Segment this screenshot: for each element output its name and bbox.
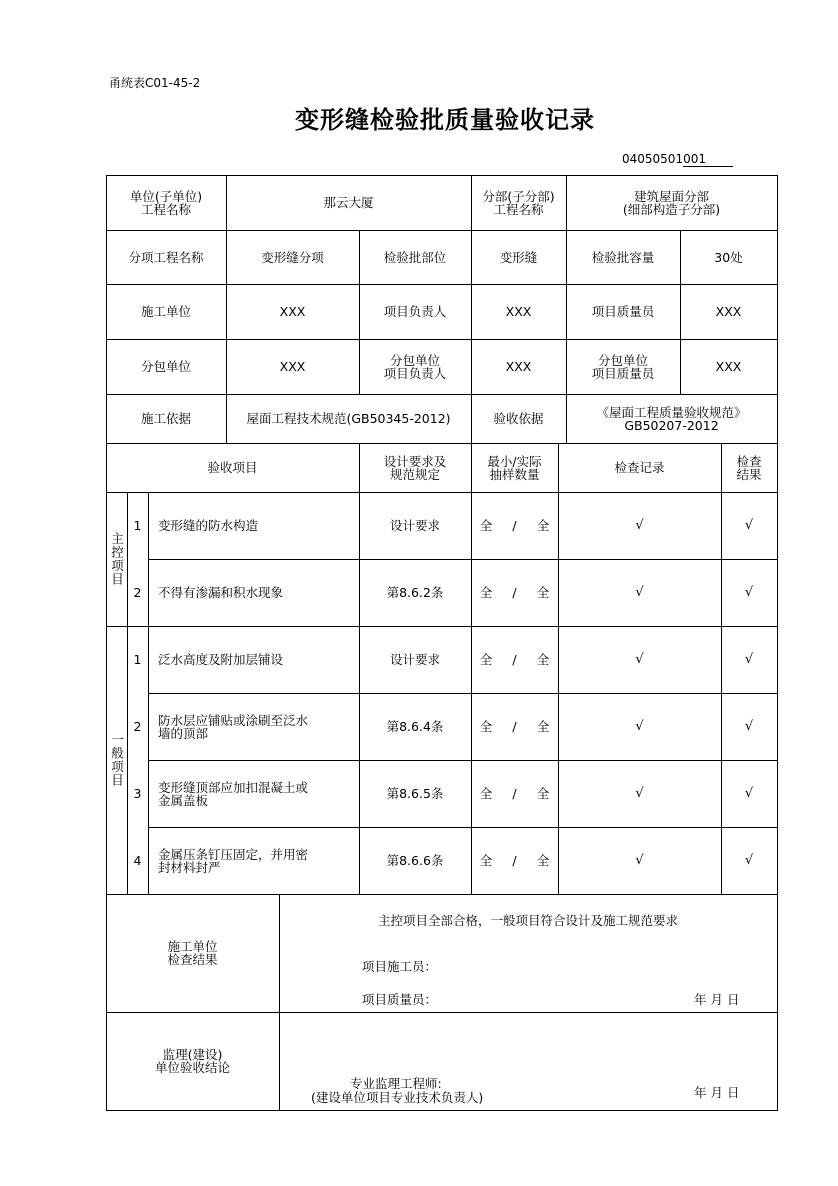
main-requirement: 设计要求	[389, 518, 440, 533]
construction-check-date: 年 月 日	[694, 992, 740, 1007]
sample-separator: /	[512, 853, 517, 868]
sub-quality-value: XXX	[715, 359, 742, 374]
sample-separator: /	[512, 585, 517, 600]
basis-label: 施工依据	[140, 411, 191, 426]
construction-check-conclusion: 主控项目全部合格，一般项目符合设计及施工规范要求	[377, 912, 678, 928]
sample-actual: 全	[536, 786, 550, 801]
check-result-mark: √	[744, 585, 754, 600]
subcontractor-value: XXX	[279, 359, 306, 374]
project-quality-label: 项目质量员：	[362, 992, 438, 1007]
main-group-label: 主控项目	[109, 532, 125, 586]
col-header-sample: 最小/实际 抽样数量	[487, 453, 542, 482]
general-requirement: 第8.6.6条	[386, 853, 444, 868]
division-name-label: 分部(子分部) 工程名称	[482, 188, 555, 217]
sub-leader-value: XXX	[505, 359, 532, 374]
subitem-value: 变形缝分项	[261, 249, 324, 265]
col-header-requirement: 设计要求及 规范规定	[383, 453, 447, 482]
sample-actual: 全	[536, 652, 550, 667]
sample-actual: 全	[536, 719, 550, 734]
construction-check-label: 施工单位 检查结果	[167, 939, 218, 967]
project-leader-value: XXX	[505, 304, 532, 319]
col-header-item: 验收项目	[207, 460, 258, 475]
sub-leader-label: 分包单位 项目负责人	[383, 352, 447, 381]
main-requirement: 第8.6.2条	[386, 585, 444, 600]
unit-name-label: 单位(子单位) 工程名称	[129, 188, 203, 217]
check-result-mark: √	[744, 786, 754, 801]
subcontractor-label: 分包单位	[140, 359, 191, 374]
project-worker-label: 项目施工员：	[362, 959, 438, 974]
quality-officer-label: 项目质量员	[591, 304, 655, 319]
batch-part-value: 变形缝	[499, 249, 538, 265]
sample-min: 全	[479, 585, 493, 600]
general-row-number: 2	[133, 719, 142, 734]
general-item-text: 金属压条钉压固定，并用密 封材料封严	[158, 846, 309, 875]
grid-line	[106, 1110, 778, 1111]
general-row-number: 3	[133, 786, 142, 801]
grid-line	[777, 175, 778, 1111]
serial-suffix: 001	[683, 152, 733, 167]
supervision-engineer-label: 专业监理工程师:	[350, 1076, 442, 1091]
main-row-number: 2	[133, 585, 142, 600]
sample-min: 全	[479, 518, 493, 533]
supervision-label: 监理(建设) 单位验收结论	[154, 1047, 230, 1075]
main-item-text: 变形缝的防水构造	[158, 518, 259, 533]
col-header-record: 检查记录	[614, 460, 665, 475]
sub-quality-label: 分包单位 项目质量员	[591, 352, 655, 381]
project-leader-label: 项目负责人	[383, 304, 447, 319]
acceptance-basis-label: 验收依据	[493, 411, 544, 426]
general-item-text: 变形缝顶部应加扣混凝土或 金属盖板	[158, 779, 309, 808]
page-title: 变形缝检验批质量验收记录	[295, 106, 595, 134]
check-result-mark: √	[744, 853, 754, 868]
general-row-number: 4	[133, 853, 142, 868]
check-result-mark: √	[744, 719, 754, 734]
general-requirement: 第8.6.4条	[386, 719, 444, 734]
general-row-number: 1	[133, 652, 142, 667]
main-item-text: 不得有渗漏和积水现象	[158, 585, 284, 600]
check-record-mark: √	[635, 652, 644, 667]
sample-actual: 全	[536, 853, 550, 868]
form-number: 甬统表C01-45-2	[109, 76, 201, 90]
main-row-number: 1	[133, 518, 142, 533]
check-record-mark: √	[635, 585, 644, 600]
basis-value: 屋面工程技术规范(GB50345-2012)	[246, 411, 451, 426]
general-requirement: 第8.6.5条	[386, 786, 444, 801]
sample-actual: 全	[536, 518, 550, 533]
check-record-mark: √	[635, 853, 644, 868]
constructor-label: 施工单位	[140, 304, 191, 319]
sample-min: 全	[479, 652, 493, 667]
sample-min: 全	[479, 853, 493, 868]
batch-serial-number	[622, 152, 733, 167]
sample-min: 全	[479, 786, 493, 801]
batch-capacity-label: 检验批容量	[591, 249, 655, 265]
check-record-mark: √	[635, 719, 644, 734]
general-item-text: 防水层应铺贴或涂刷至泛水 墙的顶部	[158, 712, 309, 741]
check-record-mark: √	[635, 786, 644, 801]
subitem-label: 分项工程名称	[128, 249, 204, 265]
sample-min: 全	[479, 719, 493, 734]
sample-actual: 全	[536, 585, 550, 600]
inspection-record-table	[106, 175, 778, 1111]
general-group-label: 一般项目	[109, 733, 125, 787]
quality-officer-value: XXX	[715, 304, 742, 319]
acceptance-basis-value: 《屋面工程质量验收规范》 GB50207-2012	[596, 404, 747, 433]
supervision-date: 年 月 日	[694, 1085, 740, 1100]
col-header-result: 检查 结果	[736, 453, 762, 482]
batch-capacity-value: 30处	[714, 249, 743, 265]
sample-separator: /	[512, 786, 517, 801]
constructor-value: XXX	[279, 304, 306, 319]
check-result-mark: √	[744, 518, 754, 533]
supervision-engineer-sub: (建设单位项目专业技术负责人)	[311, 1090, 484, 1105]
check-record-mark: √	[635, 518, 644, 533]
unit-name-value: 那云大厦	[323, 195, 374, 210]
sample-separator: /	[512, 518, 517, 533]
general-requirement: 设计要求	[389, 652, 440, 667]
general-item-text: 泛水高度及附加层铺设	[158, 652, 284, 667]
serial-prefix: 04050501	[622, 152, 684, 166]
division-name-value: 建筑屋面分部 (细部构造子分部)	[622, 188, 721, 217]
sample-separator: /	[512, 652, 517, 667]
check-result-mark: √	[744, 652, 754, 667]
batch-part-label: 检验批部位	[383, 249, 447, 265]
sample-separator: /	[512, 719, 517, 734]
